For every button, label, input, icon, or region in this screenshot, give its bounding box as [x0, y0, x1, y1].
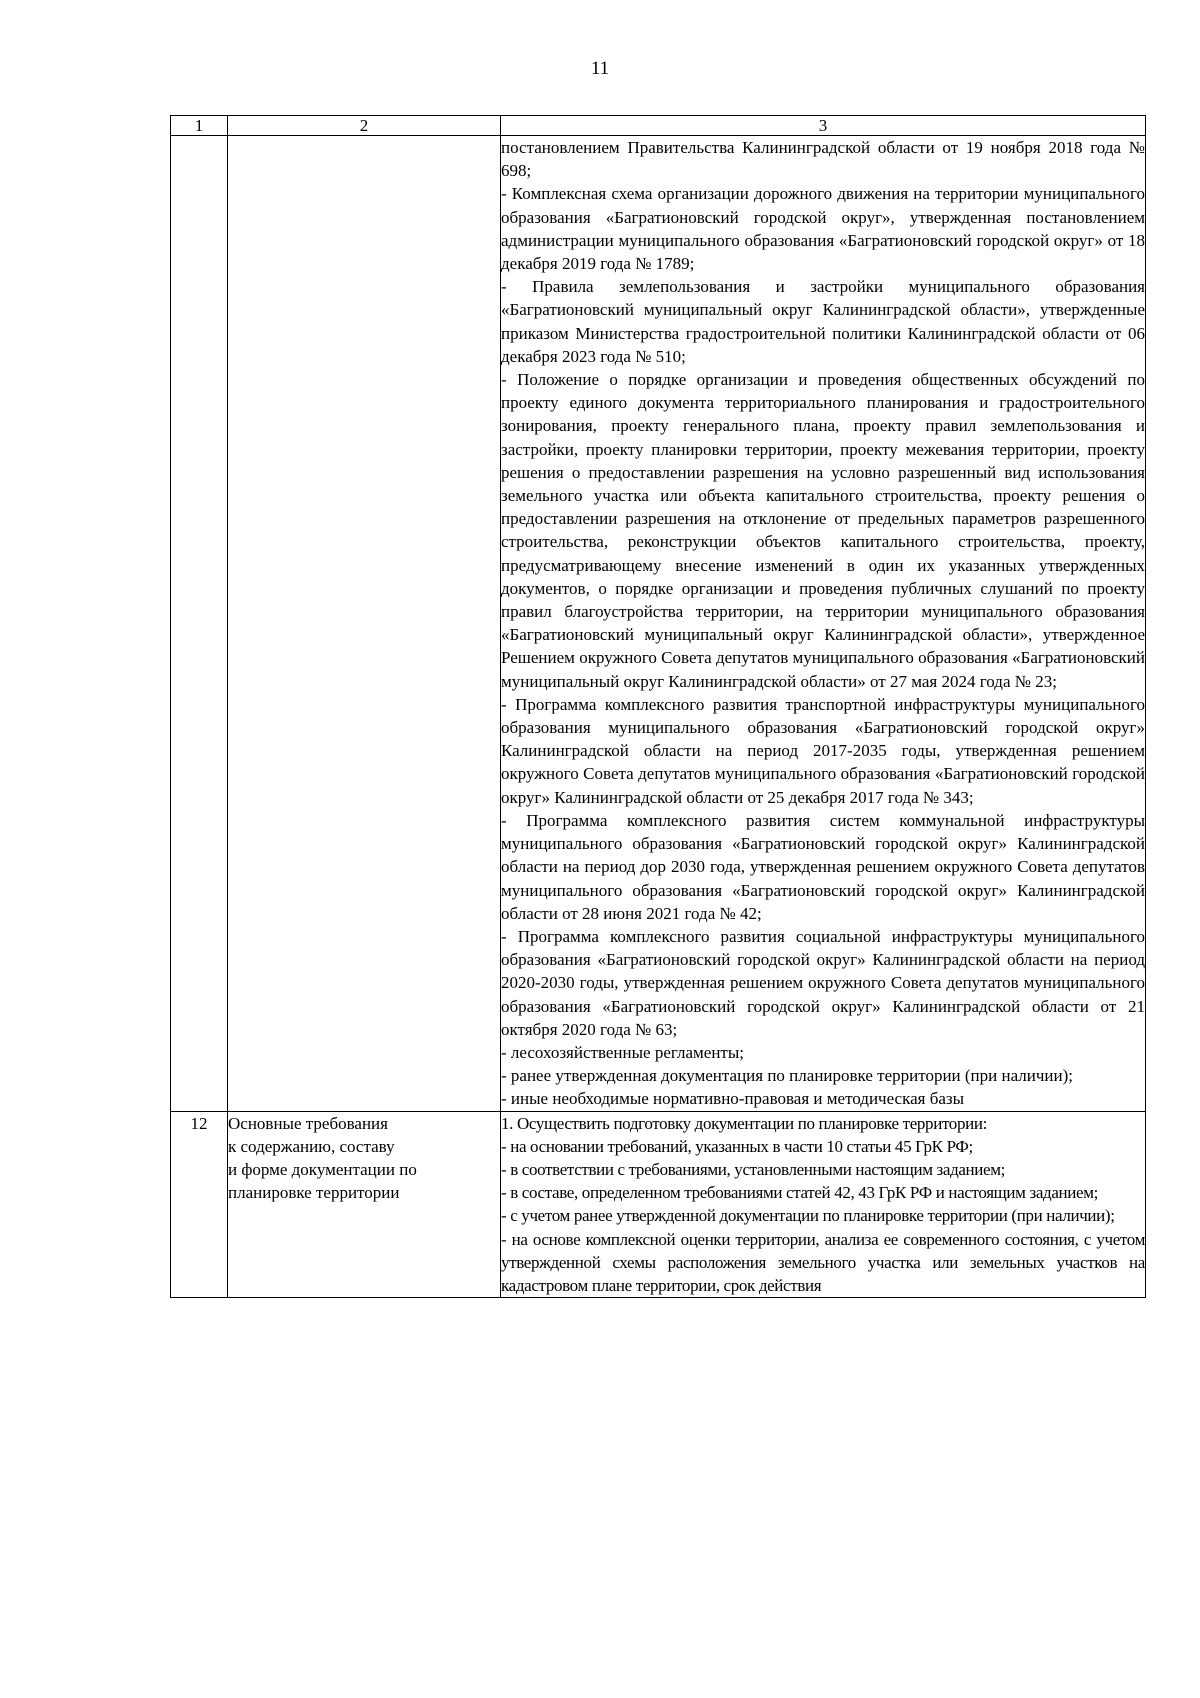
list-item: - иные необходимые нормативно-правовая и методическая базы [501, 1089, 965, 1109]
list-item: - Программа комплексного развития транспортной инфраструктуры муниципального образования муниципального образования «Багратионовский городской округ» Калининградской области на период 2017-2035 годы, утвержденная решением окружного Совета депутатов муниципального образования «Багратионовский городской округ» Калининградской области от 25 декабря 2017 года № 343; [501, 694, 1145, 807]
requirement-cell [228, 136, 501, 1112]
list-item: - в составе, определенном требованиями статей 42, 43 ГрК РФ и настоящим заданием; [501, 1183, 1098, 1203]
table-row [171, 136, 1146, 1112]
list-item: 1. Осуществить подготовку документации по планировке территории: [501, 1113, 987, 1133]
row-number: 12 [171, 1111, 228, 1298]
requirement-cell [228, 1111, 501, 1298]
requirement-line: Основные требования [228, 1113, 388, 1133]
requirements-table [170, 115, 1146, 1298]
list-item: постановлением Правительства Калининградской области от 19 ноября 2018 года № 698; [501, 138, 1145, 181]
list-item: - Программа комплексного развития систем коммунальной инфраструктуры муниципального образования «Багратионовский городской округ» Калининградской области на период дор 2030 года, утвержденная решением окружного Совета депутатов муниципального образования «Багратионовский городской округ» Калининградской области от 28 июня 2021 года № 42; [501, 810, 1145, 923]
header-cell-1: 1 [171, 116, 228, 136]
content-cell [501, 136, 1146, 1112]
list-item: - ранее утвержденная документация по планировке территории (при наличии); [501, 1066, 1073, 1086]
page-number: 11 [590, 58, 610, 79]
content-cell [501, 1111, 1146, 1298]
list-item: - Положение о порядке организации и проведения общественных обсуждений по проекту единого документа территориального планирования и градостроительного зонирования, проекту генерального плана, проекту правил землепользования и застройки, проекту планировки территории, проекту межевания территории, проекту решения о предоставлении разрешения на условно разрешенный вид использования земельного участка или объекта капитального строительства, проекту решения о предоставлении разрешения на отклонение от предельных параметров разрешенного строительства, реконструкции объектов капитального строительства, проекту, предусматривающему внесение изменений в один их указанных утвержденных документов, о порядке организации и проведения публичных слушаний по проекту правил благоустройства территории, на территории муниципального образования «Багратионовский муниципальный округ Калининградской области», утвержденное Решением окружного Совета депутатов муниципального образования «Багратионовский муниципальный округ Калининградской области» от 27 мая 2024 года № 23; [501, 370, 1145, 691]
list-item: - Программа комплексного развития социальной инфраструктуры муниципального образования «Багратионовский городской округ» Калининградской области на период 2020-2030 годы, утвержденная решением окружного Совета депутатов муниципального образования «Багратионовский городской округ» Калининградской области от 21 октября 2020 года № 63; [501, 926, 1145, 1039]
list-item: - в соответствии с требованиями, установленными настоящим заданием; [501, 1159, 1006, 1179]
list-item: - Комплексная схема организации дорожного движения на территории муниципального образования «Багратионовский городской округ», утвержденная постановлением администрации муниципального образования «Багратионовский городской округ» от 18 декабря 2019 года № 1789; [501, 184, 1145, 274]
list-item: - лесохозяйственные регламенты; [501, 1042, 744, 1062]
requirement-line: и форме документации по [228, 1159, 417, 1179]
list-item: - на основе комплексной оценки территории, анализа ее современного состояния, с учетом утвержденной схемы расположения земельного участка или земельных участков на кадастровом плане территории, срок действия [501, 1229, 1145, 1295]
table-header-row [171, 116, 1146, 136]
header-cell-3: 3 [501, 116, 1146, 136]
list-item: - Правила землепользования и застройки муниципального образования «Багратионовский муниципальный округ Калининградской области», утвержденные приказом Министерства градостроительной политики Калининградской области от 06 декабря 2023 года № 510; [501, 277, 1145, 366]
table-row [171, 1111, 1146, 1298]
header-cell-2: 2 [228, 116, 501, 136]
list-item: - на основании требований, указанных в части 10 статьи 45 ГрК РФ; [501, 1136, 973, 1156]
requirement-line: к содержанию, составу [228, 1136, 395, 1156]
requirement-line: планировке территории [228, 1183, 400, 1203]
list-item: - с учетом ранее утвержденной документации по планировке территории (при наличии); [501, 1206, 1115, 1226]
row-number [171, 136, 228, 1112]
